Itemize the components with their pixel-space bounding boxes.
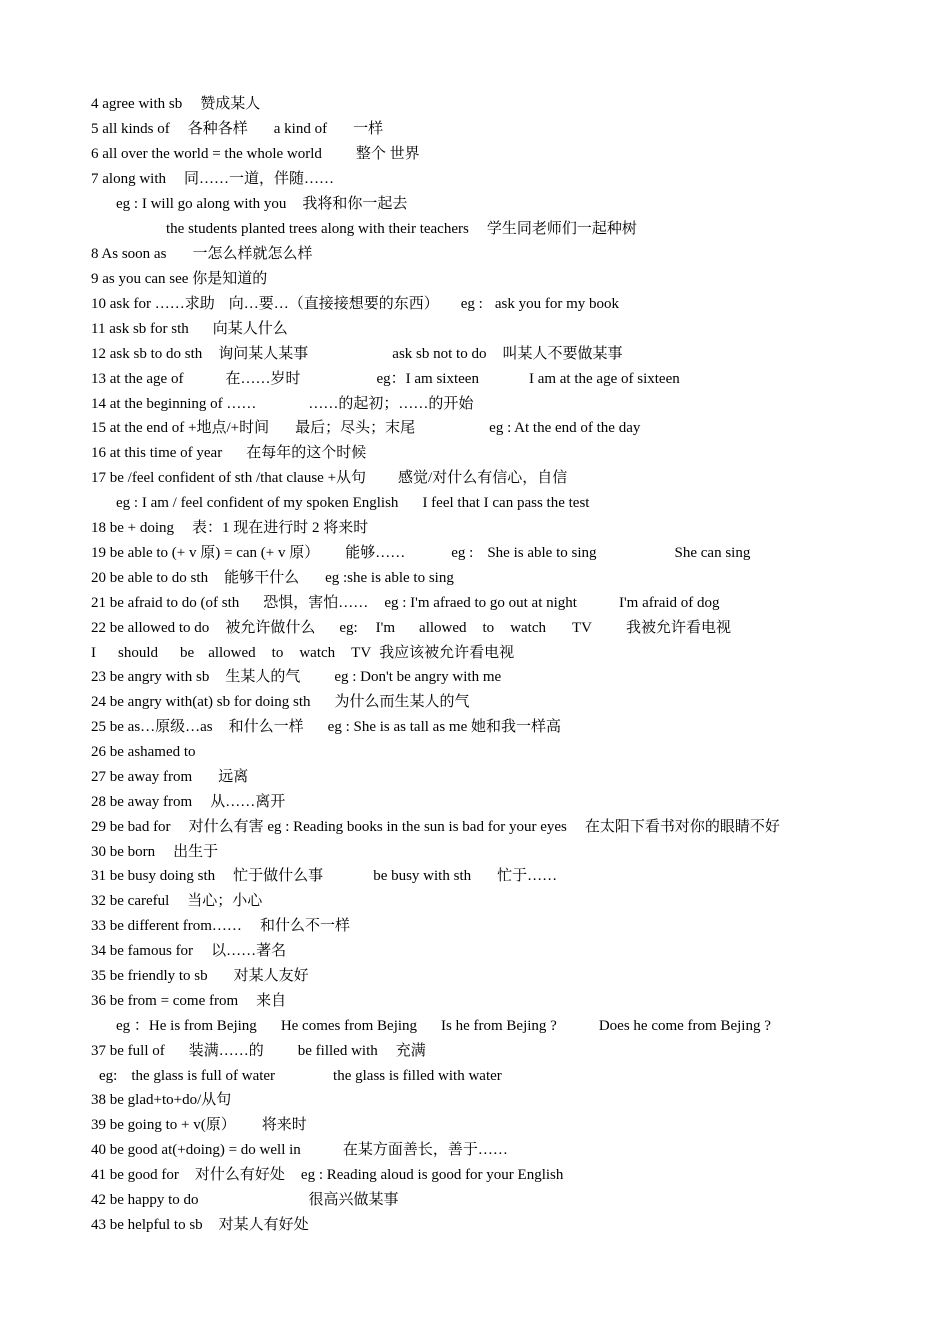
entry-9 — [91, 268, 911, 290]
phrase: 11 ask sb for sth — [91, 321, 189, 337]
meaning: 表：1 现在进行时 2 将来时 — [192, 520, 369, 536]
example: Does he come from Bejing ? — [598, 1018, 771, 1034]
example-word: watch — [510, 620, 547, 636]
example-word: I'm — [375, 620, 396, 636]
example-22 — [91, 642, 911, 664]
example: eg : At the end of the day — [489, 420, 641, 436]
entry-41 — [91, 1164, 911, 1186]
meaning: 出生于 — [173, 844, 219, 860]
meaning: 最后；尽头；末尾 — [295, 420, 416, 436]
example: eg : Don't be angry with me — [334, 669, 502, 685]
entry-30 — [91, 841, 911, 863]
example: She is able to sing — [487, 545, 597, 561]
entry-42 — [91, 1189, 911, 1211]
meaning: 对什么有害 eg : Reading books in the sun is bad for your eyes — [188, 819, 567, 835]
entry-29 — [91, 816, 911, 838]
entry-4 — [91, 93, 911, 115]
entry-28 — [91, 791, 911, 813]
example-word: TV — [572, 620, 593, 636]
meaning: 能够干什么 — [224, 570, 300, 586]
entry-16 — [91, 442, 911, 464]
meaning: 为什么而生某人的气 — [334, 694, 470, 710]
phrase: 43 be helpful to sb — [91, 1217, 203, 1233]
meaning: 询问某人某事 — [218, 346, 309, 362]
meaning: ……的起初；……的开始 — [308, 396, 474, 412]
meaning: 被允许做什么 — [225, 620, 316, 636]
example-word: to — [271, 645, 284, 661]
entry-32 — [91, 890, 911, 912]
example: eg :she is able to sing — [325, 570, 454, 586]
meaning: 远离 — [218, 769, 249, 785]
meaning: 在每年的这个时候 — [246, 445, 367, 461]
entry-22 — [91, 617, 911, 639]
entry-20 — [91, 567, 911, 589]
entry-14 — [91, 393, 911, 415]
phrase: 6 all over the world = the whole world — [91, 146, 322, 162]
entry-27 — [91, 766, 911, 788]
phrase: 21 be afraid to do (of sth — [91, 595, 240, 611]
phrase: 34 be famous for — [91, 943, 194, 959]
entry-8 — [91, 243, 911, 265]
example-17 — [116, 492, 936, 514]
meaning: 和什么不一样 — [259, 918, 350, 934]
meaning: 来自 — [256, 993, 287, 1009]
meaning: 很高兴做某事 — [308, 1192, 399, 1208]
phrase: 27 be away from — [91, 769, 193, 785]
meaning: 恐惧，害怕…… — [263, 595, 369, 611]
phrase: 38 be glad+to+do/从句 — [91, 1092, 232, 1108]
example-word: should — [118, 645, 159, 661]
entry-39 — [91, 1114, 911, 1136]
phrase: 37 be full of — [91, 1043, 165, 1059]
entry-25 — [91, 716, 911, 738]
example-word: to — [482, 620, 495, 636]
example: eg: — [99, 1068, 118, 1084]
phrase: 26 be ashamed to — [91, 744, 196, 760]
phrase: 10 ask for ……求助 — [91, 296, 215, 312]
meaning: 赞成某人 — [200, 96, 261, 112]
meaning: 感觉/对什么有信心，自信 — [398, 470, 568, 486]
meaning: 充满 — [395, 1043, 426, 1059]
entry-24 — [91, 691, 911, 713]
phrase: 9 as you can see 你是知道的 — [91, 271, 268, 287]
example: ask you for my book — [494, 296, 619, 312]
meaning: 向…要…（直接接想要的东西） — [228, 296, 439, 312]
example: eg : — [451, 545, 474, 561]
phrase: 7 along with — [91, 171, 166, 187]
meaning: 能够…… — [345, 545, 406, 561]
phrase: 15 at the end of +地点/+时间 — [91, 420, 270, 436]
example: eg: — [339, 620, 358, 636]
entry-33 — [91, 915, 911, 937]
example-word: I — [91, 645, 96, 661]
phrase: 39 be going to + v(原） — [91, 1117, 236, 1133]
entry-34 — [91, 940, 911, 962]
meaning: 生某人的气 — [225, 669, 301, 685]
entry-43 — [91, 1214, 911, 1236]
phrase: 4 agree with sb — [91, 96, 183, 112]
example-word: TV — [351, 645, 372, 661]
entry-26 — [91, 741, 911, 763]
meaning: 我被允许看电视 — [626, 620, 732, 636]
entry-23 — [91, 666, 911, 688]
phrase: 17 be /feel confident of sth /that clause +从句 — [91, 470, 367, 486]
entry-36 — [91, 990, 911, 1012]
meaning: 整个 世界 — [355, 146, 420, 162]
entry-31 — [91, 865, 911, 887]
phrase: 19 be able to (+ v 原) = can (+ v 原） — [91, 545, 320, 561]
example: I'm afraid of dog — [618, 595, 720, 611]
example: eg：I am sixteen — [376, 371, 479, 387]
example-7b — [166, 218, 950, 240]
phrase: 29 be bad for — [91, 819, 171, 835]
phrase: 14 at the beginning of …… — [91, 396, 257, 412]
phrase: 5 all kinds of — [91, 121, 170, 137]
example: I feel that I can pass the test — [422, 495, 590, 511]
meaning: 对某人有好处 — [218, 1217, 309, 1233]
entry-21 — [91, 592, 911, 614]
example: eg : — [460, 296, 483, 312]
phrase: 32 be careful — [91, 893, 170, 909]
phrase: 42 be happy to do — [91, 1192, 199, 1208]
meaning: 我应该被允许看电视 — [379, 645, 515, 661]
phrase: 20 be able to do sth — [91, 570, 209, 586]
example: I am at the age of sixteen — [528, 371, 680, 387]
example-37 — [99, 1065, 919, 1087]
entry-5 — [91, 118, 911, 140]
example: the glass is filled with water — [333, 1068, 502, 1084]
entry-11 — [91, 318, 911, 340]
entry-12 — [91, 343, 911, 365]
example: Is he from Bejing ? — [441, 1018, 557, 1034]
meaning: 向某人什么 — [212, 321, 288, 337]
meaning: 将来时 — [261, 1117, 307, 1133]
phrase: 40 be good at(+doing) = do well in — [91, 1142, 301, 1158]
meaning: 我将和你一起去 — [302, 196, 408, 212]
meaning: 在某方面善长，善于…… — [342, 1142, 508, 1158]
phrase: 12 ask sb to do sth — [91, 346, 203, 362]
example-word: be — [180, 645, 195, 661]
example: eg : She is as tall as me 她和我一样高 — [327, 719, 561, 735]
entry-19 — [91, 542, 911, 564]
example: the glass is full of water — [131, 1068, 276, 1084]
entry-38 — [91, 1089, 911, 1111]
entry-6 — [91, 143, 911, 165]
phrase: 36 be from = come from — [91, 993, 239, 1009]
phrase: 25 be as…原级…as — [91, 719, 213, 735]
meaning: 各种各样 — [187, 121, 248, 137]
meaning: 同……一道，伴随…… — [184, 171, 335, 187]
meaning: 一样 — [353, 121, 384, 137]
example-7a — [116, 193, 936, 215]
phrase: 23 be angry with sb — [91, 669, 210, 685]
meaning: 在……岁时 — [225, 371, 301, 387]
phrase: ask sb not to do — [392, 346, 487, 362]
example: eg : I'm afraed to go out at night — [384, 595, 577, 611]
example-word: allowed — [208, 645, 256, 661]
phrase: 35 be friendly to sb — [91, 968, 208, 984]
example: eg : I am / feel confident of my spoken English — [116, 495, 399, 511]
phrase: 41 be good for — [91, 1167, 179, 1183]
entry-37 — [91, 1040, 911, 1062]
entry-18 — [91, 517, 911, 539]
entry-35 — [91, 965, 911, 987]
example-word: watch — [299, 645, 336, 661]
entry-40 — [91, 1139, 911, 1161]
phrase: be filled with — [297, 1043, 378, 1059]
meaning: 装满……的 — [188, 1043, 264, 1059]
phrase: 13 at the age of — [91, 371, 184, 387]
phrase: 22 be allowed to do — [91, 620, 210, 636]
meaning: 学生同老师们一起种树 — [486, 221, 637, 237]
entry-7 — [91, 168, 911, 190]
meaning: 忙于做什么事 — [233, 868, 324, 884]
entry-13 — [91, 368, 911, 390]
meaning: 和什么一样 — [228, 719, 304, 735]
example-word: allowed — [419, 620, 467, 636]
example: eg : Reading aloud is good for your English — [300, 1167, 564, 1183]
meaning: 在太阳下看书对你的眼睛不好 — [584, 819, 780, 835]
example: the students planted trees along with their teachers — [166, 221, 469, 237]
phrase: 24 be angry with(at) sb for doing sth — [91, 694, 311, 710]
meaning: 从……离开 — [210, 794, 286, 810]
phrase: 30 be born — [91, 844, 156, 860]
meaning: 一怎么样就怎么样 — [192, 246, 313, 262]
phrase: 16 at this time of year — [91, 445, 223, 461]
phrase: 8 As soon as — [91, 246, 167, 262]
entry-17 — [91, 467, 911, 489]
example: eg ：He is from Bejing — [116, 1018, 257, 1034]
phrase: be busy with sth — [373, 868, 472, 884]
phrase: 31 be busy doing sth — [91, 868, 216, 884]
meaning: 以……著名 — [211, 943, 287, 959]
example: He comes from Bejing — [280, 1018, 418, 1034]
example: She can sing — [674, 545, 751, 561]
meaning: 对某人友好 — [233, 968, 309, 984]
meaning: 叫某人不要做某事 — [502, 346, 623, 362]
meaning: 对什么有好处 — [194, 1167, 285, 1183]
phrase: 18 be + doing — [91, 520, 175, 536]
meaning: 当心；小心 — [187, 893, 263, 909]
example: eg : I will go along with you — [116, 196, 287, 212]
phrase: 33 be different from…… — [91, 918, 242, 934]
example-36 — [116, 1015, 936, 1037]
meaning: 忙于…… — [497, 868, 558, 884]
phrase: 28 be away from — [91, 794, 193, 810]
phrase: a kind of — [273, 121, 328, 137]
entry-10 — [91, 293, 911, 315]
entry-15 — [91, 417, 911, 439]
